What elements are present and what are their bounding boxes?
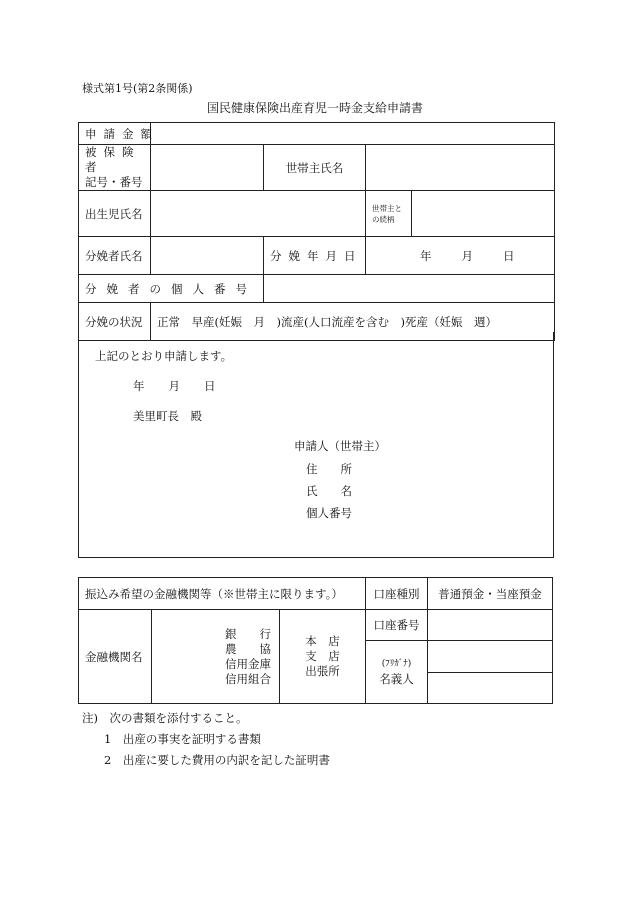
name-label: 氏 名 xyxy=(306,484,352,498)
child-name-label: 出生児氏名 xyxy=(79,191,151,237)
bank-header: 振込み希望の金融機関等（※世帯主に限ります。） xyxy=(79,578,366,610)
delivery-date-field[interactable] xyxy=(366,237,555,275)
declaration-date[interactable]: 年 月 日 xyxy=(133,379,216,393)
address-label: 住 所 xyxy=(306,462,352,476)
holder-name-field[interactable] xyxy=(428,673,553,704)
delivery-date-label: 分娩年月日 xyxy=(264,237,366,275)
application-table xyxy=(78,122,555,341)
branch-type-office: 出張所 xyxy=(305,664,340,678)
notes-intro: 注) 次の書類を添付すること。 xyxy=(82,711,248,725)
amount-field[interactable] xyxy=(151,123,555,145)
child-name-field[interactable] xyxy=(151,191,366,237)
relation-field[interactable] xyxy=(412,191,555,237)
relation-label: 世帯主との続柄 xyxy=(366,191,412,237)
institution-type-bank: 銀 行 xyxy=(225,626,271,641)
account-number-label: 口座番号 xyxy=(366,610,428,641)
branch-type-main: 本 店 xyxy=(305,634,340,648)
personal-number-label: 分娩者の個人番号 xyxy=(79,275,264,303)
branch-type-options[interactable] xyxy=(280,610,366,704)
institution-type-credit-bank: 信用金庫 xyxy=(225,656,271,671)
declaration-section xyxy=(78,332,554,558)
delivery-date-month: 月 xyxy=(461,248,473,263)
account-number-field[interactable] xyxy=(428,610,553,641)
notes-item-1: 1 出産の事実を証明する書類 xyxy=(104,732,261,746)
form-number-label: 様式第1号(第2条関係) xyxy=(82,82,193,95)
furigana-field[interactable] xyxy=(428,641,553,673)
householder-name-field[interactable] xyxy=(366,145,555,191)
personal-number-field[interactable] xyxy=(264,275,555,303)
notes-item-2: 2 出産に要した費用の内訳を記した証明書 xyxy=(104,753,330,767)
declaration-statement: 上記のとおり申請します。 xyxy=(95,349,233,363)
account-holder-label xyxy=(366,641,428,704)
account-type-options[interactable]: 普通預金・当座預金 xyxy=(428,578,553,610)
institution-type-options[interactable] xyxy=(152,610,280,704)
delivery-status-options[interactable]: 正常 早産(妊娠 月 )流産(人口流産を含む )死産（妊娠 週） xyxy=(151,303,555,341)
insured-number-label: 被保険者 記号・番号 xyxy=(79,145,151,191)
insured-number-field[interactable] xyxy=(151,145,264,191)
amount-label: 申請金額 xyxy=(79,123,151,145)
addressee: 美里町長 殿 xyxy=(133,409,202,423)
furigana-label: (ﾌﾘｶﾞﾅ) xyxy=(381,659,412,669)
delivery-person-label: 分娩者氏名 xyxy=(79,237,151,275)
applicant-personal-number-label: 個人番号 xyxy=(306,506,352,520)
delivery-status-label: 分娩の状況 xyxy=(79,303,151,341)
document-title: 国民健康保険出産育児一時金支給申請書 xyxy=(206,101,423,115)
holder-label: 名義人 xyxy=(379,672,414,686)
delivery-date-day: 日 xyxy=(503,248,515,263)
institution-type-coop: 農 協 xyxy=(225,641,271,656)
branch-type-branch: 支 店 xyxy=(305,649,340,663)
institution-type-credit-union: 信用組合 xyxy=(225,671,271,686)
applicant-label: 申請人（世帯主） xyxy=(294,439,386,453)
delivery-person-field[interactable] xyxy=(151,237,264,275)
institution-label: 金融機関名 xyxy=(79,610,152,704)
householder-name-label: 世帯主氏名 xyxy=(264,145,366,191)
account-type-label: 口座種別 xyxy=(366,578,428,610)
bank-table xyxy=(78,577,553,704)
delivery-date-year: 年 xyxy=(420,248,432,263)
